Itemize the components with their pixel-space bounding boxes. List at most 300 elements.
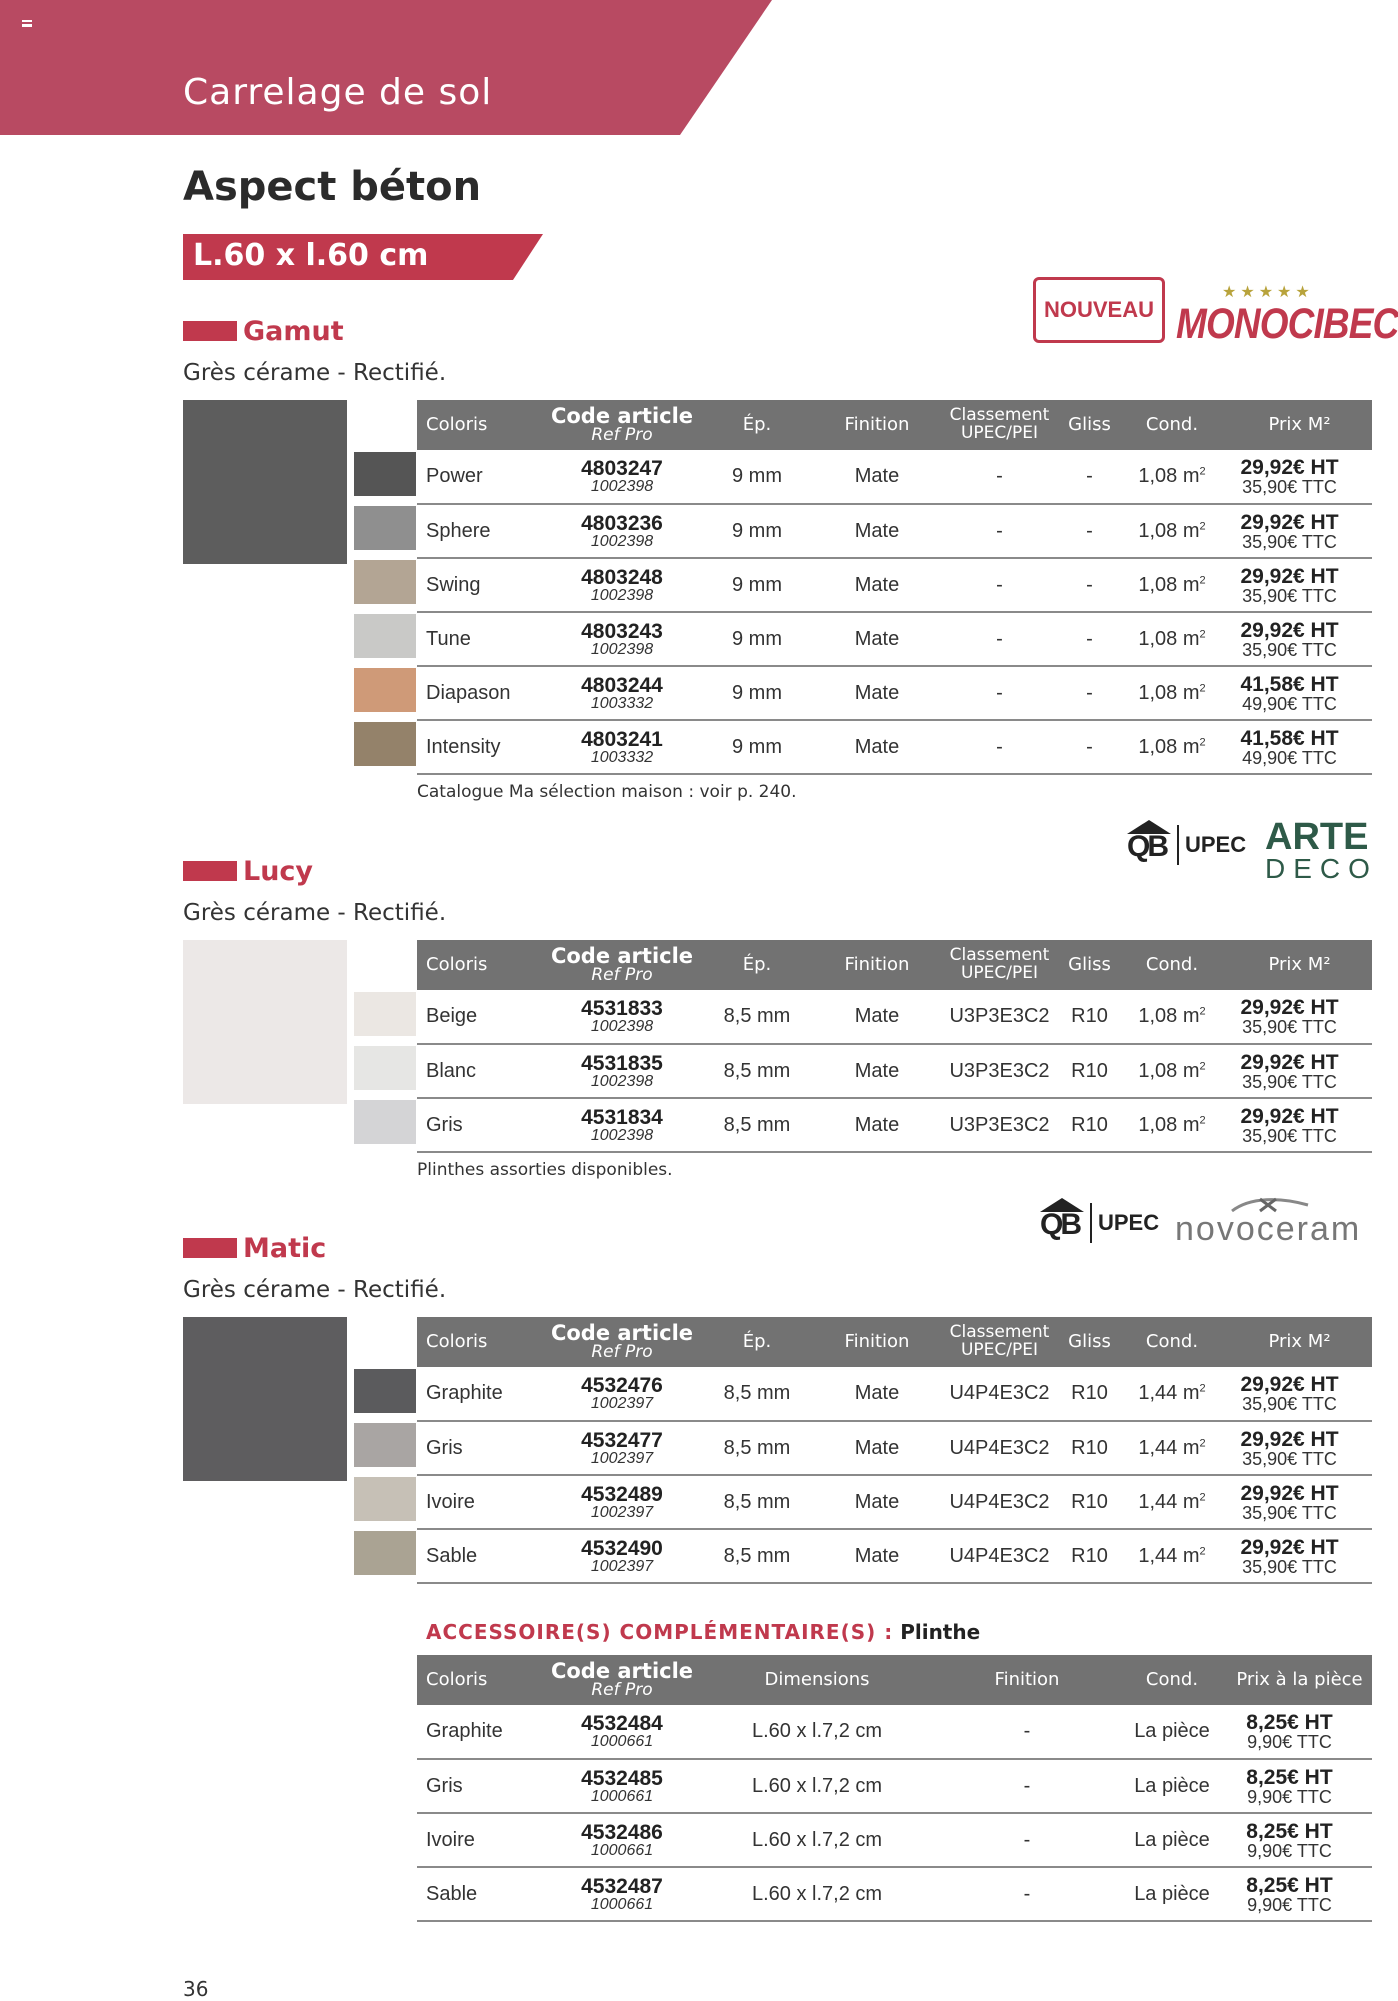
cell-code [547,450,697,504]
price-ht: 29,92€ HT [1240,1373,1339,1396]
price-ht: 29,92€ HT [1240,996,1339,1019]
table-row [417,1759,1372,1813]
product-name: Matic [243,1232,327,1264]
ref-pro: 1003332 [590,694,654,712]
col-coloris: Coloris [417,940,547,990]
product-name: Gamut [243,315,344,347]
col-code-main: Code article [550,404,694,429]
cell-cond [1117,1044,1227,1098]
logo-divider [1177,825,1179,865]
cell-gliss: R10 [1062,1044,1117,1098]
cell-price [1227,504,1372,558]
qb-icon [1127,820,1171,870]
cell-coloris: Tune [417,612,547,666]
cell-classement: U4P4E3C2 [937,1475,1062,1529]
cell-coloris: Intensity [417,720,547,774]
product-image-matic [183,1317,347,1481]
cell-coloris: Diapason [417,666,547,720]
price-ttc: 35,90€ TTC [1242,1071,1337,1092]
product-heading-lucy [183,855,314,887]
col-ep: Ép. [697,400,817,450]
spec-table-matic [417,1317,1372,1584]
cell-gliss: - [1062,612,1117,666]
price-ht: 8,25€ HT [1246,1819,1333,1843]
swatch-sable [354,1531,416,1575]
cell-ep: 9 mm [697,450,817,504]
table-row [417,1044,1372,1098]
price-ht: 29,92€ HT [1240,564,1339,588]
col-ep: Ép. [697,1317,817,1367]
superscript-2: 2 [1199,627,1206,640]
table-row [417,450,1372,504]
swatch-sphere [354,506,416,550]
col-classement-1: Classement [949,945,1050,966]
code-article: 4532477 [581,1428,663,1452]
cell-finition: - [937,1813,1117,1867]
code-article: 4532490 [581,1536,663,1560]
cell-cond [1117,450,1227,504]
col-prix: Prix M² [1227,1317,1372,1367]
upec-text: UPEC [1098,1210,1160,1235]
code-article: 4803248 [581,565,663,589]
cell-price [1227,612,1372,666]
page-number: 36 [183,1977,209,2001]
col-prix: Prix à la pièce [1227,1655,1372,1705]
cell-code [547,1759,697,1813]
cell-code [547,558,697,612]
price-ttc: 35,90€ TTC [1242,1125,1337,1146]
col-gliss: Gliss [1062,940,1117,990]
cell-ep: 8,5 mm [697,990,817,1044]
code-article: 4532476 [581,1374,663,1397]
superscript-2: 2 [1199,519,1206,532]
col-code-main: Code article [550,944,694,969]
cell-ep: 8,5 mm [697,1098,817,1152]
table-body [417,1705,1372,1921]
price-ht: 8,25€ HT [1246,1873,1333,1897]
code-article: 4532484 [581,1712,663,1735]
col-coloris: Coloris [417,1655,547,1705]
cell-classement: - [937,504,1062,558]
swatch-swing [354,560,416,604]
cell-price [1227,1367,1372,1421]
col-code-main: Code article [550,1321,694,1346]
table-body [417,450,1372,774]
cell-gliss: R10 [1062,1098,1117,1152]
ref-pro: 1002398 [590,532,654,550]
cell-coloris: Sable [417,1529,547,1583]
cell-gliss: - [1062,720,1117,774]
deco-logo: DECO [1265,853,1378,884]
price-ht: 41,58€ HT [1240,672,1339,696]
ref-pro: 1003332 [590,748,654,766]
cell-cond [1117,990,1227,1044]
novoceram-logo: novoceram [1175,1210,1362,1248]
col-coloris: Coloris [417,1317,547,1367]
price-ttc: 35,90€ TTC [1242,1502,1337,1523]
price-ttc: 49,90€ TTC [1242,693,1337,714]
col-finition: Finition [817,400,937,450]
cell-finition: - [937,1759,1117,1813]
cell-finition: Mate [817,1475,937,1529]
code-article: 4531834 [581,1105,663,1129]
cell-classement: U3P3E3C2 [937,990,1062,1044]
cell-gliss: R10 [1062,990,1117,1044]
ref-pro: 1002398 [590,1072,654,1090]
superscript-2: 2 [1199,1005,1206,1018]
cell-gliss: R10 [1062,1367,1117,1421]
banner-title: Carrelage de sol [183,72,493,113]
swatch-tune [354,614,416,658]
col-code-sub: Ref Pro [591,965,653,986]
qb-icon [1040,1198,1084,1248]
table-row [417,1867,1372,1921]
ref-pro: 1000661 [590,1895,654,1913]
table-row [417,504,1372,558]
cell-finition: Mate [817,1367,937,1421]
cell-finition: Mate [817,504,937,558]
table-header-row [417,400,1372,450]
cell-gliss: - [1062,450,1117,504]
cell-ep: 8,5 mm [697,1421,817,1475]
col-prix: Prix M² [1227,940,1372,990]
price-ttc: 35,90€ TTC [1242,1556,1337,1577]
ref-pro: 1002397 [590,1449,654,1467]
swatch-ivoire [354,1477,416,1521]
col-cond: Cond. [1117,1317,1227,1367]
col-code-article [547,940,697,990]
table-row [417,666,1372,720]
code-article: 4803243 [581,619,663,643]
price-ht: 29,92€ HT [1240,1104,1339,1128]
cond-value: 1,08 m [1138,627,1200,650]
col-classement-2: UPEC/PEI [960,423,1039,443]
swatch-gris [354,1423,416,1467]
col-gliss: Gliss [1062,400,1117,450]
cell-gliss: - [1062,666,1117,720]
code-article: 4531835 [581,1051,663,1075]
col-classement-2: UPEC/PEI [960,963,1039,983]
superscript-2: 2 [1199,681,1206,694]
cell-ep: 8,5 mm [697,1367,817,1421]
swatch-intensity [354,722,416,766]
price-ttc: 49,90€ TTC [1242,747,1337,768]
cell-finition: - [937,1705,1117,1759]
cell-code [547,1475,697,1529]
cell-price [1227,1044,1372,1098]
cell-classement: - [937,666,1062,720]
cell-cond: La pièce [1117,1867,1227,1921]
cell-code [547,1421,697,1475]
price-ttc: 9,90€ TTC [1247,1840,1332,1861]
price-ht: 29,92€ HT [1240,456,1339,479]
ref-pro: 1002398 [590,586,654,604]
col-gliss: Gliss [1062,1317,1117,1367]
product-image-lucy [183,940,347,1104]
stars-icon: ★★★★★ [1222,282,1314,301]
table-body [417,1367,1372,1583]
swatch-graphite [354,1369,416,1413]
cell-cond [1117,1367,1227,1421]
cell-ep: 9 mm [697,558,817,612]
cell-finition: Mate [817,1529,937,1583]
cond-value: 1,08 m [1138,573,1200,596]
nouveau-badge: NOUVEAU [1033,277,1165,343]
product-name: Lucy [243,855,314,887]
price-ht: 8,25€ HT [1246,1765,1333,1789]
code-article: 4803247 [581,457,663,480]
cell-code [547,612,697,666]
cell-gliss: - [1062,504,1117,558]
upec-text: UPEC [1185,832,1247,857]
table-row [417,1705,1372,1759]
spec-table-gamut [417,400,1372,775]
cell-ep: 9 mm [697,504,817,558]
qb-text: QB [1127,830,1166,863]
price-ttc: 9,90€ TTC [1247,1894,1332,1915]
price-ttc: 35,90€ TTC [1242,585,1337,606]
product-note: Plinthes assorties disponibles. [417,1160,673,1180]
product-heading-gamut [183,315,344,347]
ref-pro: 1002397 [590,1503,654,1521]
code-article: 4531833 [581,997,663,1020]
cell-code [547,720,697,774]
col-classement-1: Classement [949,405,1050,426]
price-ttc: 9,90€ TTC [1247,1786,1332,1807]
cell-finition: Mate [817,450,937,504]
product-image-gamut [183,400,347,564]
col-prix: Prix M² [1227,400,1372,450]
col-classement [937,1317,1062,1367]
superscript-2: 2 [1199,1490,1206,1503]
cell-cond [1117,1098,1227,1152]
table-row [417,1367,1372,1421]
col-coloris: Coloris [417,400,547,450]
cell-gliss: R10 [1062,1421,1117,1475]
cell-coloris: Graphite [417,1367,547,1421]
cell-coloris: Ivoire [417,1813,547,1867]
cell-gliss: - [1062,558,1117,612]
product-description: Grès cérame - Rectifié. [183,360,447,386]
cell-price [1227,1759,1372,1813]
table-row [417,1421,1372,1475]
superscript-2: 2 [1199,1113,1206,1126]
ref-pro: 1000661 [590,1733,654,1750]
cell-finition: Mate [817,990,937,1044]
cell-code [547,1098,697,1152]
table-row [417,990,1372,1044]
accessories-title [426,1620,980,1644]
cond-value: 1,08 m [1138,465,1200,487]
cell-price [1227,1813,1372,1867]
cell-classement: U4P4E3C2 [937,1367,1062,1421]
price-ttc: 35,90€ TTC [1242,531,1337,552]
cell-price [1227,1529,1372,1583]
price-ht: 29,92€ HT [1240,618,1339,642]
cell-price [1227,558,1372,612]
col-code-article [547,1317,697,1367]
price-ttc: 35,90€ TTC [1242,1394,1337,1414]
cell-finition: Mate [817,666,937,720]
col-code-sub: Ref Pro [591,1680,653,1701]
col-finition: Finition [817,1317,937,1367]
superscript-2: 2 [1199,735,1206,748]
cell-price [1227,450,1372,504]
col-code-article [547,400,697,450]
cell-price [1227,1475,1372,1529]
col-cond: Cond. [1117,400,1227,450]
swatch-beige [354,992,416,1036]
accessories-table [417,1655,1372,1922]
cell-finition: Mate [817,1044,937,1098]
ref-pro: 1000661 [590,1841,654,1859]
qb-text: QB [1040,1208,1079,1241]
product-description: Grès cérame - Rectifié. [183,900,447,926]
cond-value: 1,08 m [1138,519,1200,542]
cell-code [547,1367,697,1421]
cell-finition: Mate [817,1098,937,1152]
cell-coloris: Sable [417,1867,547,1921]
col-classement [937,400,1062,450]
col-code-sub: Ref Pro [591,1342,653,1363]
cell-dimensions: L.60 x l.7,2 cm [697,1759,937,1813]
cell-finition: Mate [817,558,937,612]
price-ht: 41,58€ HT [1240,726,1339,750]
table-header-row [417,1655,1372,1705]
table-row [417,1813,1372,1867]
cell-classement: U3P3E3C2 [937,1044,1062,1098]
cell-code [547,1044,697,1098]
cell-cond [1117,666,1227,720]
price-ttc: 9,90€ TTC [1247,1732,1332,1752]
price-ht: 29,92€ HT [1240,1535,1339,1559]
cell-cond [1117,558,1227,612]
product-note: Catalogue Ma sélection maison : voir p. 240. [417,782,797,802]
product-heading-matic [183,1232,327,1264]
code-article: 4803244 [581,673,663,697]
code-article: 4532487 [581,1874,663,1898]
cell-classement: U4P4E3C2 [937,1421,1062,1475]
heading-bar [183,321,237,341]
table-row [417,1098,1372,1152]
cell-gliss: R10 [1062,1475,1117,1529]
size-tag [183,234,543,280]
cell-cond [1117,1475,1227,1529]
swatch-power [354,452,416,496]
col-classement [937,940,1062,990]
cell-coloris: Power [417,450,547,504]
code-article: 4803236 [581,511,663,535]
col-classement-2: UPEC/PEI [960,1340,1039,1360]
col-cond: Cond. [1117,940,1227,990]
cell-classement: - [937,612,1062,666]
table-header-row [417,940,1372,990]
cell-gliss: R10 [1062,1529,1117,1583]
cell-cond: La pièce [1117,1813,1227,1867]
cell-coloris: Swing [417,558,547,612]
cell-finition: Mate [817,720,937,774]
cell-dimensions: L.60 x l.7,2 cm [697,1813,937,1867]
price-ht: 29,92€ HT [1240,510,1339,534]
ref-pro: 1002397 [590,1557,654,1575]
cell-price [1227,1867,1372,1921]
heading-bar [183,861,237,881]
cell-coloris: Beige [417,990,547,1044]
cond-value: 1,08 m [1138,735,1200,758]
cell-classement: - [937,558,1062,612]
cell-coloris: Sphere [417,504,547,558]
accessories-title-accent: ACCESSOIRE(S) COMPLÉMENTAIRE(S) : [426,1620,894,1644]
cell-coloris: Gris [417,1421,547,1475]
monocibec-logo: MONOCIBEC [1176,300,1398,348]
cond-value: 1,08 m [1138,681,1200,704]
cell-cond [1117,612,1227,666]
cell-code [547,990,697,1044]
price-ttc: 35,90€ TTC [1242,639,1337,660]
cell-price [1227,720,1372,774]
cond-value: 1,08 m [1138,1005,1200,1027]
cell-coloris: Gris [417,1759,547,1813]
cell-dimensions: L.60 x l.7,2 cm [697,1705,937,1759]
cell-finition: Mate [817,1421,937,1475]
col-ep: Ép. [697,940,817,990]
swatch-blanc [354,1046,416,1090]
col-finition: Finition [817,940,937,990]
ref-pro: 1002398 [590,640,654,658]
col-code-article [547,1655,697,1705]
qb-upec-logo [1127,820,1246,870]
superscript-2: 2 [1199,1436,1206,1449]
col-dimensions: Dimensions [697,1655,937,1705]
price-ttc: 35,90€ TTC [1242,1448,1337,1469]
spec-table-lucy [417,940,1372,1153]
cell-finition: - [937,1867,1117,1921]
ref-pro: 1002398 [590,1018,654,1035]
cell-ep: 9 mm [697,720,817,774]
code-article: 4532485 [581,1766,663,1790]
arte-logo: ARTE [1265,816,1369,858]
qb-upec-logo [1040,1198,1159,1248]
menu-icon[interactable] [22,20,32,27]
cond-value: 1,44 m [1138,1382,1200,1404]
logo-divider [1090,1203,1092,1243]
cell-price [1227,1705,1372,1759]
cell-code [547,666,697,720]
price-ht: 29,92€ HT [1240,1050,1339,1074]
table-row [417,1475,1372,1529]
cell-price [1227,1098,1372,1152]
cell-coloris: Ivoire [417,1475,547,1529]
price-ttc: 35,90€ TTC [1242,1017,1337,1037]
section-title: Aspect béton [183,164,482,210]
cell-code [547,504,697,558]
cell-dimensions: L.60 x l.7,2 cm [697,1867,937,1921]
cell-coloris: Gris [417,1098,547,1152]
ref-pro: 1002398 [590,1126,654,1144]
col-classement-1: Classement [949,1322,1050,1343]
price-ht: 8,25€ HT [1246,1711,1333,1734]
code-article: 4532489 [581,1482,663,1506]
cell-price [1227,990,1372,1044]
price-ht: 29,92€ HT [1240,1481,1339,1505]
superscript-2: 2 [1199,465,1206,478]
table-row [417,1529,1372,1583]
cell-code [547,1813,697,1867]
cell-cond: La pièce [1117,1705,1227,1759]
cell-finition: Mate [817,612,937,666]
cell-coloris: Blanc [417,1044,547,1098]
cell-classement: - [937,450,1062,504]
